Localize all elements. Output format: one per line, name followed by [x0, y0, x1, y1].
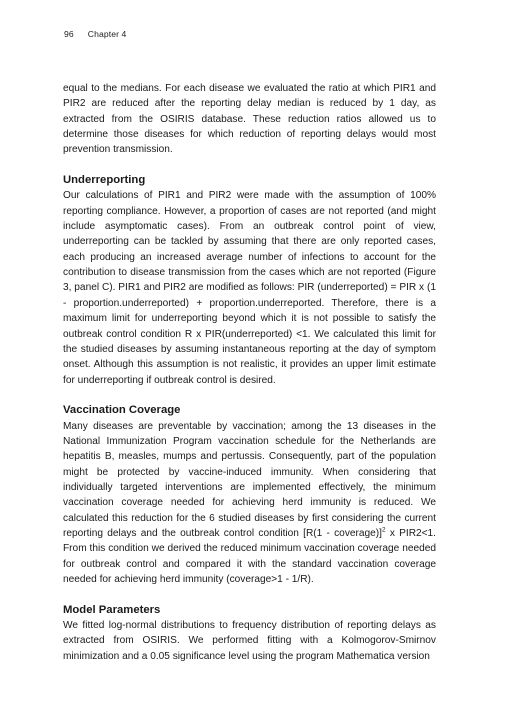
- chapter-label: Chapter 4: [87, 29, 127, 39]
- section-spacer: [63, 388, 436, 403]
- body-text: [63, 81, 436, 664]
- vaccination-paragraph: [63, 419, 436, 588]
- vaccination-text-before: Many diseases are preventable by vaccination; among the 13 diseases in the National Immunization Program vaccination schedule for the Netherlands are hepatitis B, measles, mumps and pertussis. Consequently, part of the population might be protected by vaccine-induced immunity. When considering that individually targeted interventions are implemented effectively, the minimum vaccination coverage needed for achieving herd immunity is reduced. We calculated this reduction for the 6 studied diseases by first considering the current reporting delays and the outbreak control condition [R(1 - coverage)]: [63, 420, 436, 539]
- vaccination-text-after: x PIR2<1. From this condition we derived the reduced minimum vaccination coverage needed for outbreak control and compared it with the standard vaccination coverage needed for achieving herd immunity (coverage>1 - 1/R).: [63, 527, 436, 585]
- model-parameters-paragraph: We fitted log-normal distributions to frequency distribution of reporting delays as extracted from OSIRIS. We performed fitting with a Kolmogorov-Smirnov minimization and a 0.05 significance level using the program Mathematica version: [63, 620, 436, 662]
- heading-vaccination-coverage: Vaccination Coverage: [63, 404, 181, 417]
- section-spacer: [63, 158, 436, 173]
- section-spacer: [63, 587, 436, 602]
- underreporting-paragraph: Our calculations of PIR1 and PIR2 were made with the assumption of 100% reporting compliance. However, a proportion of cases are not reported (and might include asymptomatic cases). From an outbreak control point of view, underreporting can be tackled by assuming that there are only reported cases, each producing an increased average number of infections to account for the contribution to disease transmission from the cases which are not reported (Figure 3, panel C). PIR1 and PIR2 are modified as follows: PIR (underreported) = PIR x (1 - proportion.underreported) + proportion.underreported. Therefore, there is a maximum limit for underreporting beyond which it is not possible to satisfy the outbreak control condition R x PIR(underreported) <1. We calculated this limit for the studied diseases by assuming instantaneous reporting at the day of symptom onset. Although this assumption is not realistic, it provides an upper limit estimate for underreporting if outbreak control is desired.: [63, 190, 436, 386]
- running-head: [64, 29, 126, 39]
- page-number: 96: [64, 29, 74, 39]
- intro-paragraph: equal to the medians. For each disease we evaluated the ratio at which PIR1 and PIR2 are reduced after the reporting delay median is reduced by 1 day, as extracted from the OSIRIS database. These reduction ratios allowed us to determine those diseases for which reduction of reporting delays would most prevention transmission.: [63, 83, 436, 156]
- heading-underreporting: Underreporting: [63, 174, 146, 187]
- heading-model-parameters: Model Parameters: [63, 603, 161, 616]
- exponent-superscript: 2: [381, 526, 386, 534]
